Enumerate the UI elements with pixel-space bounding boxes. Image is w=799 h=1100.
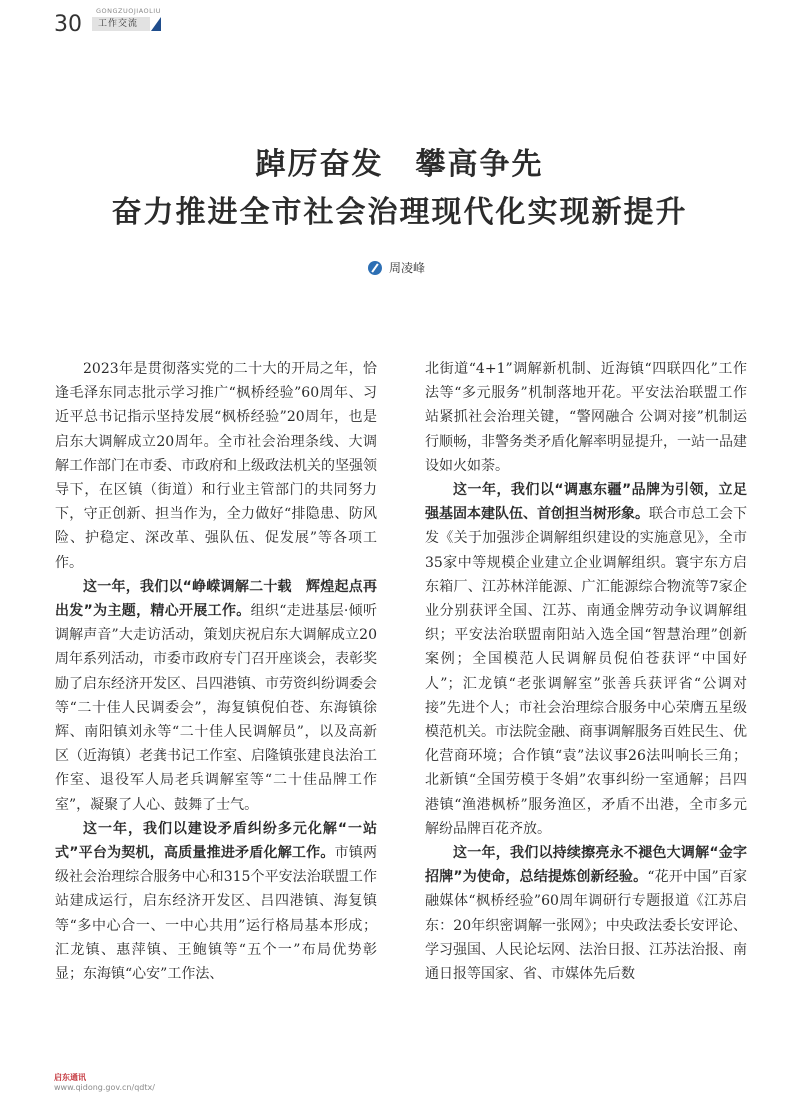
paragraph-text: 2023年是贯彻落实党的二十大的开局之年，恰逢毛泽东同志批示学习推广“枫桥经验”60周年、习近平总书记指示坚持发展“枫桥经验”20周年，也是启东大调解成立20周年。全市社会治理条线、大调解工作部门在市委、市政府和上级政法机关的坚强领导下，在区镇（街道）和行业主管部门的共同努力下，守正创新、担当作为，全力做好“排隐患、防风险、护稳定、深改革、强队伍、促发展”等各项工作。 (55, 361, 377, 571)
paragraph (55, 817, 377, 986)
page-number: 30 (54, 12, 82, 37)
paragraph (425, 357, 747, 478)
paragraph (55, 575, 377, 817)
section-pinyin: GONGZUOJIAOLIU (96, 7, 161, 15)
magazine-url: www.qidong.gov.cn/qdtx/ (54, 1083, 155, 1092)
paragraph-text: 联合市总工会下发《关于加强涉企调解组织建设的实施意见》，全市35家中等规模企业建立企业调解组织。寰宇东方启东箱厂、江苏林洋能源、广汇能源综合物流等7家企业分别获评全国、江苏、南通金牌劳动争议调解组织；平安法治联盟南阳站入选全国“智慧治理”创新案例；全国模范人民调解员倪伯苍获评“中国好人”；汇龙镇“老张调解室”张善兵获评省“公调对接”先进个人；市社会治理综合服务中心荣膺五星级模范机关。市法院金融、商事调解服务百姓民生、优化营商环境；合作镇“袁”法议事26法叫响长三角；北新镇“全国劳模于冬娟”农事纠纷一室通解；吕四港镇“渔港枫桥”服务渔区，矛盾不出港，全市多元解纷品牌百花齐放。 (425, 506, 747, 837)
pen-icon (368, 261, 382, 275)
article-column-left (55, 357, 377, 986)
article-title-line2: 奋力推进全市社会治理现代化实现新提升 (111, 195, 688, 230)
paragraph-text: 组织“走进基层·倾听调解声音”大走访活动，策划庆祝启东大调解成立20周年系列活动，市委市政府专门召开座谈会，表彰奖励了启东经济开发区、吕四港镇、市劳资纠纷调委会等“二十佳人民调委会”，海复镇倪伯苍、东海镇徐辉、南阳镇刘永等“二十佳人民调解员”，以及高新区（近海镇）老龚书记工作室、启隆镇张建良法治工作室、退役军人局老兵调解室等“二十佳品牌工作室”，凝聚了人心、鼓舞了士气。 (55, 603, 377, 813)
paragraph (55, 357, 377, 575)
magazine-name: 启东通讯 (54, 1073, 86, 1082)
section-label: 工作交流 (92, 17, 150, 31)
section-triangle-icon (151, 17, 161, 31)
byline (368, 258, 425, 278)
paragraph-lead: 这一年，我们以“调惠东疆”品牌为引领，立足强基固本建队伍、首创担当树形象。 (425, 482, 747, 523)
paragraph-text: 市镇两级社会治理综合服务中心和315个平安法治联盟工作站建成运行，启东经济开发区、吕四港镇、海复镇等“多中心合一、一中心共用”运行格局基本形成；汇龙镇、惠萍镇、王鲍镇等“五个一”布局优势彰显；东海镇“心安”工作法、 (55, 845, 377, 983)
article-title-line1: 踔厉奋发 攀高争先 (255, 147, 544, 182)
paragraph-text: “花开中国”百家融媒体“枫桥经验”60周年调研行专题报道《江苏启东：20年织密调解一张网》；中央政法委长安评论、学习强国、人民论坛网、法治日报、江苏法治报、南通日报等国家、省、市媒体先后数 (425, 869, 747, 983)
paragraph (425, 841, 747, 986)
article-column-right (425, 357, 747, 986)
paragraph-lead: 这一年，我们以建设矛盾纠纷多元化解“一站式”平台为契机，高质量推进矛盾化解工作。 (55, 820, 377, 862)
paragraph-lead: 这一年，我们以“峥嵘调解二十载 辉煌起点再出发”为主题，精心开展工作。 (55, 578, 377, 620)
paragraph-lead: 这一年，我们以持续擦亮永不褪色大调解“金字招牌”为使命，总结提炼创新经验。 (425, 845, 747, 886)
author-name: 周凌峰 (389, 261, 426, 275)
paragraph-text: 北街道“4+1”调解新机制、近海镇“四联四化”工作法等“多元服务”机制落地开花。平安法治联盟工作站紧抓社会治理关键，“警网融合 公调对接”机制运行顺畅，非警务类矛盾化解率明显提升，一站一品建设如火如荼。 (425, 361, 747, 474)
paragraph (425, 478, 747, 841)
